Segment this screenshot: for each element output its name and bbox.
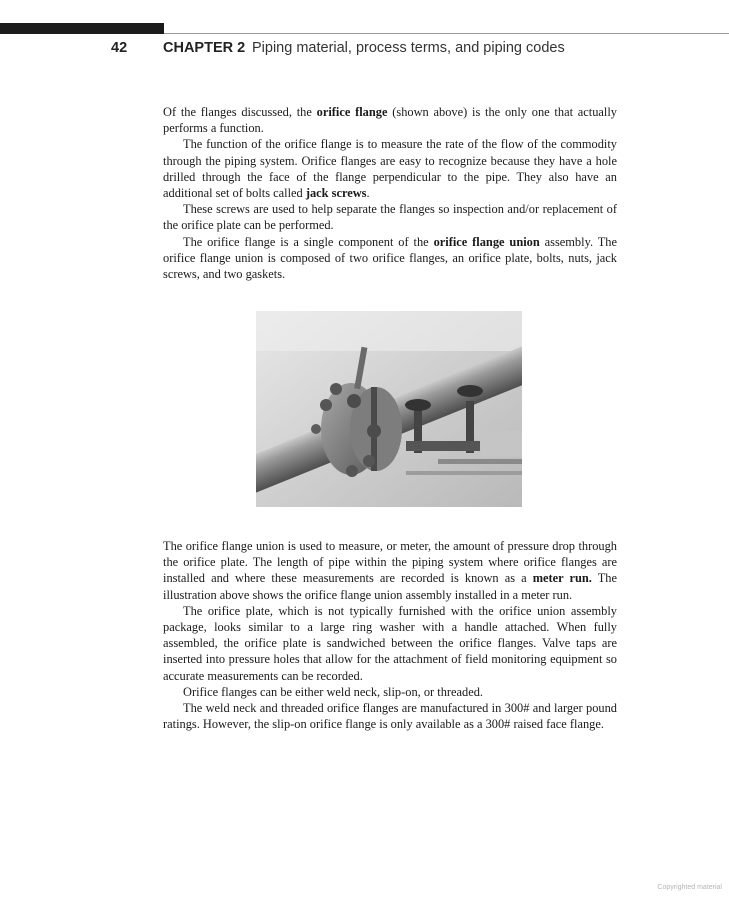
paragraph: The orifice flange is a single component of the orifice flange union assembly. The orifice flange union is composed of two orifice flanges, an orifice plate, bolts, nuts, jack screws, and two gaskets. [163,234,618,282]
header-rule [164,33,729,34]
paragraph: The function of the orifice flange is to measure the rate of the flow of the commodity through the piping system. Orifice flanges are easy to recognize because they have a hole drilled through the face of the flange perpendicular to the pipe. They also have an additional set of bolts called jack screws. [163,137,617,201]
paragraph: The orifice plate, which is not typically furnished with the orifice union assembly package, looks similar to a large ring washer with a handle attached. When fully assembled, the orifice plate is sandwiched between the orifice flanges. Valve taps are inserted into pressure holes that allow for the attachment of field monitoring equipment so accurate measurements can be recorded. [163,603,617,683]
chapter-title: Piping material, process terms, and piping codes [252,40,565,56]
paragraph: These screws are used to help separate the flanges so inspection and/or replacement of the orifice plate can be performed. [163,202,617,233]
term-jack-screws: jack screws [305,186,367,201]
paragraph: Orifice flanges can be either weld neck, slip-on, or threaded. [183,684,484,699]
chapter-label: CHAPTER 2 [163,40,246,56]
body-text-top [163,104,617,282]
paragraph: Of the flanges discussed, the orifice flange (shown above) is the only one that actually performs a function. [163,105,618,136]
term-orifice-flange: orifice flange [316,105,388,119]
orifice-flange-photo [256,311,522,507]
running-head [0,40,729,60]
paragraph: The weld neck and threaded orifice flanges are manufactured in 300# and larger pound ratings. However, the slip-on orifice flange is only available as a 300# raised face flange. [163,701,617,732]
page-number: 42 [111,40,128,56]
body-text-bottom [163,538,617,732]
term-meter-run: meter run. [532,571,592,586]
term-orifice-flange-union: orifice flange union [433,234,540,249]
paragraph: The orifice flange union is used to measure, or meter, the amount of pressure drop through the orifice plate. The length of pipe within the piping system where orifice flanges are installed and where these measurements are recorded is known as a meter run. The illustration above shows the orifice flange union assembly installed in a meter run. [163,539,617,602]
copyright-notice: Copyrighted material [657,884,722,891]
header-bar [0,23,164,34]
